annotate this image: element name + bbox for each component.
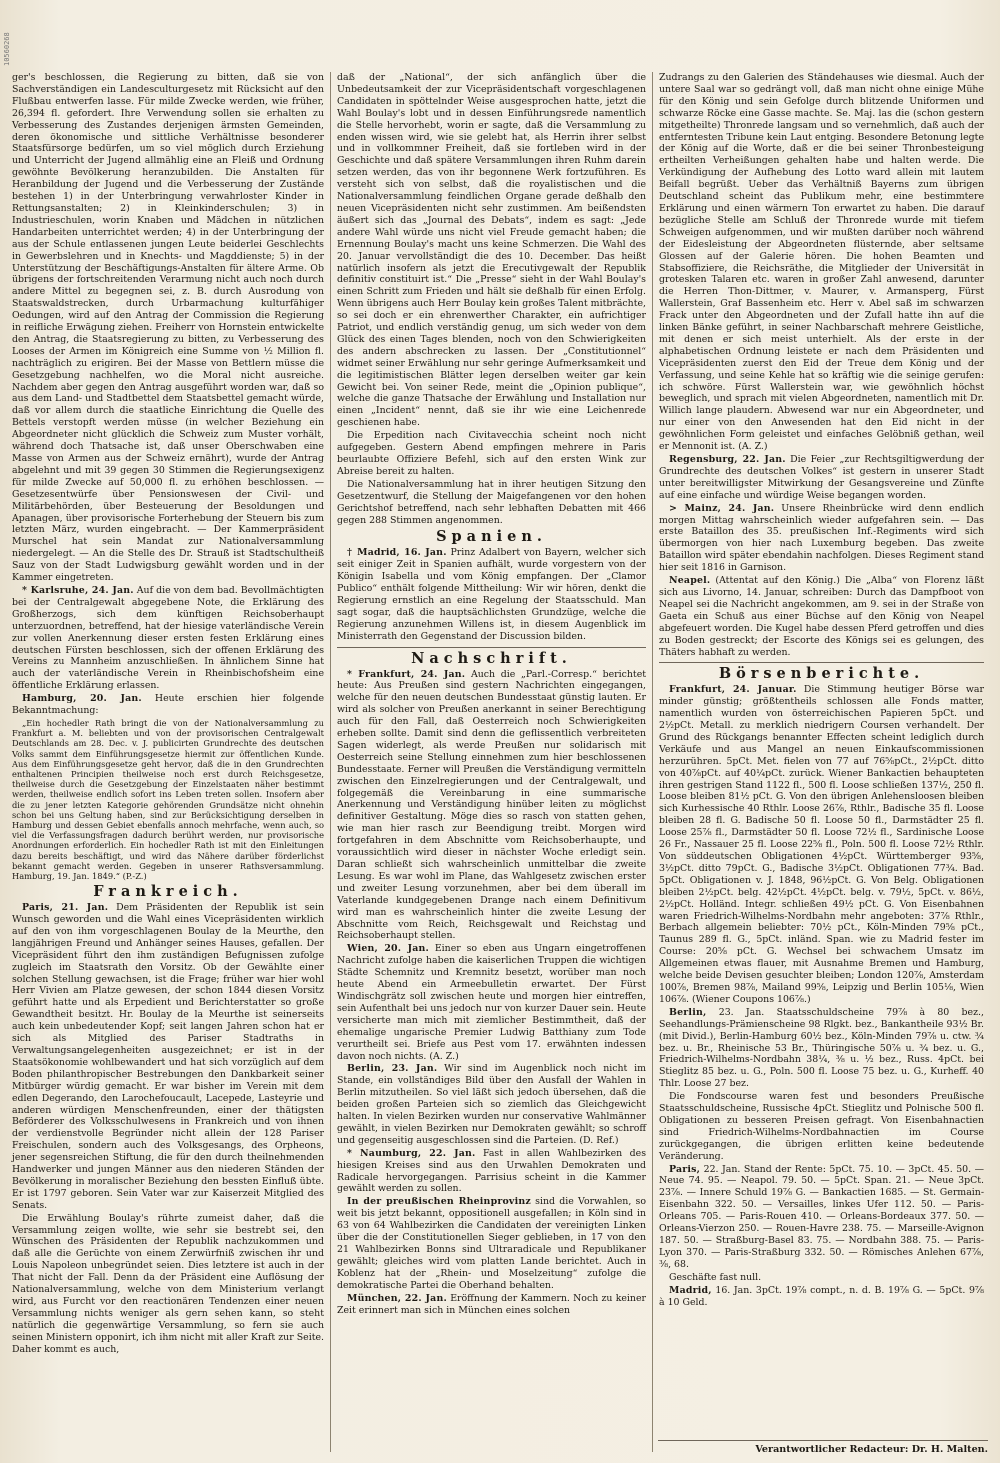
- dateline-market-berlin: Berlin,: [669, 1006, 707, 1018]
- section-heading-spanien: Spanien.: [436, 528, 547, 546]
- article-nationalversammlung: Die Nationalversammlung hat in ihrer heutigen Sitzung den Gesetzentwurf, die Stellung der Maigefangenen vor den hohen Gerichtshof betreffend, nach sehr lebhaften Debatten mit 466 gegen 288 Stimmen angenommen.: [337, 478, 646, 526]
- market-berlin: Berlin, 23. Jan. Staatsschuldscheine 79⅞ à 80 bez., Seehandlungs-Prämienscheine 98 Rlgkt. bez., Bankantheile 93½ Br. (mit Divid.), Berlin-Hamburg 60½ bez., Köln-Minden 79⅞ u. ctw. ¾ bez. u. Br., Rheinische 53 Br., Thüringische 50⅞ u. ¾ bez. u. G., Friedrich-Wilhelms-Nordbahn 38¼, ⅜ u. ½ bez., Russ. 4pCt. bei Stieglitz 85 bez. u. G., Poln. 500 fl. Loose 75 bez. u. G., Kurheff. 40 Thlr. Loose 27 bez.: [659, 1006, 984, 1090]
- editor-imprint: Verantwortlicher Redacteur: Dr. H. Malten.: [658, 1440, 988, 1455]
- dateline-market-paris: Paris,: [669, 1163, 701, 1175]
- market-frankfurt: Frankfurt, 24. Januar. Die Stimmung heutiger Börse war minder günstig; größtentheils schlossen alle Fonds matter, namentlich wurden von österreichischen Papieren 5pCt. und 2½pCt. Metall. zu merklich niedrigern Coursen verhandelt. Der Grund des Rückgangs benannter Effecten scheint lediglich durch Verkäufe und aus Mangel an neuen Einkaufscommissionen herzurühren. 5pCt. Met. fielen von 77 auf 76⅝pCt., 2½pCt. ditto von 40⅞pCt. auf 40¼pCt. zurück. Wiener Bankactien behaupteten ihren gestrigen Stand 1122 fl., 500 fl. Loose schließen 137½, 250 fl. Loose bleiben 81½ pCt. G. Von den übrigen Anlehensloosen bleiben sich Kurhessische 40 Rthlr. Loose 26⅞, Rthlr., Badische 35 fl. Loose bleiben 28 fl. G. Badische 50 fl. Loose 50 fl., Darmstädter 25 fl. Loose 25⅞ fl., Darmstädter 50 fl. Loose 72½ fl., Sardinische Loose 26 Fr., Nassauer 25 fl. Loose 22⅝ fl., Poln. 500 fl. Loose 72½ Rthlr. Von süddeutschen Obligationen 4½pCt. Württemberger 93⅝, 3½pCt. ditto 79pCt. G., Badische 3½pCt. Obligationen 77¾. Bad. 5pCt. Obligationen v. J. 1848, 96½pCt. G. Von Belg. Obligationen bleiben 2½pCt. belg. 42½pCt. 4½pCt. belg. v. 79½, 5pCt. v. 86½, 2½pCt. Holländ. Integr. schließen 49½ pCt. G. Von Eisenbahnen waren Friedrich-Wilhelms-Nordbahn mehr angeboten: 37⅞ Rthlr., Berbach allgemein beliebter: 70½ pCt., Köln-Minden 79⅝ pCt., Taunus 289 fl. G., 5pCt. inländ. Span. wie zu Madrid fester im Course: 20⅝ pCt. G. Wechsel bei schwachem Umsatz im Allgemeinen etwas flauer, mit Ausnahme Bremen und Hamburg, welche beide Devisen gesuchter bleiben; London 120⅞, Amsterdam 100⅞, Bremen 98⅞, Mailand 99⅝, Leipzig und Berlin 105⅛, Wien 106⅞. (Wiener Coupons 106⅞.): [659, 684, 984, 1005]
- dateline-berlin: Berlin, 23. Jan.: [347, 1063, 438, 1075]
- article-neapel: Neapel. (Attentat auf den König.) Die „Alba“ von Florenz läßt sich aus Livorno, 14. Januar, schreiben: Durch das Dampfboot von Neapel sei die Nachricht angekommen, am 9. sei in der Straße von Gaeta ein Schuß aus einer Büchse auf den König von Neapel abgefeuert worden. Die Kugel habe dessen Pferd getroffen und dies zu Boden gestreckt; der Escorte des Königs sei es gelungen, des Thäters habhaft zu werden.: [659, 575, 984, 658]
- article-civitavecchia: Die Erpedition nach Civitavecchia scheint noch nicht aufgegeben. Gestern Abend empfingen mehrere in Paris beurlaubte Offiziere Befehl, sich auf den ersten Wink zur Abreise bereit zu halten.: [337, 430, 646, 477]
- article-wien: Wien, 20. Jan. Einer so eben aus Ungarn eingetroffenen Nachricht zufolge haben die kaiserlichen Truppen die wichtigen Städte Schemnitz und Kremnitz besetzt, worüber man noch heute Abend ein Armeebulletin erwartet. Der Fürst Windischgrätz soll zwischen heute und morgen hier eintreffen, sein Aufenthalt bei uns jedoch nur von kurzer Dauer sein. Heute versicherte man mich mit ziemlicher Bestimmtheit, daß der ehemalige ungarische Premier Ludwig Batthiany zum Tode verurtheilt sei. Briefe aus Pest vom 17. erwähnten indessen davon noch nichts. (A. Z.): [337, 943, 647, 1062]
- dateline-karlsruhe: * Karlsruhe, 24. Jan.: [22, 584, 134, 596]
- section-heading-nachschrift: Nachschrift.: [411, 649, 572, 667]
- archive-stamp: 10560268: [3, 32, 11, 66]
- article-frankfurt: * Frankfurt, 24. Jan. Auch die „Parl.-Corresp.“ berichtet heute: Aus Preußen sind gestern Nachrichten eingegangen, welche für den neuen deutschen Bundesstaat günstig lauten. Er wird als solcher von Preußen anerkannt in seiner Berechtigung auch für den Fall, daß Oesterreich noch Schwierigkeiten erheben sollte. Damit sind denn die geflissentlich verbreiteten Sagen widerlegt, als werde Preußen nur solidarisch mit Oesterreich seine Stellung einnehmen zum hier beschlossenen Bundesstaate. Ferner will Preußen die Verständigung vermitteln zwischen den Einzelregierungen und der Centralgewalt, und folgegemäß die Vereinbarung in eine summarische Anerkennung und Verständigung hinüber leiten zu möglichst definitiver Gestaltung. Möge dies so rasch von statten gehen, wie man hier rasch zur Beendigung treibt. Morgen wird fortgefahren in dem Abschnitte vom Reichsoberhaupte, und voraussichtlich wird dieser in nächster Woche erledigt sein. Daran schließt sich wahrscheinlich unmittelbar die zweite Lesung. Es war wohl im Plane, das Wahlgesetz zwischen erster und zweiter Lesung vorzunehmen, aber bei dem überall im Vaterlande kundgegebenen Drange nach einem Definitivum wird man es wahrscheinlich hinter die zweite Lesung der Abschnitte vom Reich, Reichsgewalt und Reichstag und Reichsoberhaupt stellen.: [337, 668, 647, 942]
- article-regensburg: Regensburg, 22. Jan. Die Feier „zur Rechtsgiltigwerdung der Grundrechte des deutschen Volkes“ ist gestern in unserer Stadt unter bereitwilligster Mitwirkung der Gesangsvereine und Zünfte auf eine einfache und würdige Weise begangen worden.: [659, 454, 984, 501]
- column-3: [652, 72, 990, 1452]
- article-karlsruhe: * Karlsruhe, 24. Jan. Auf die von dem bad. Bevollmächtigten bei der Centralgewalt abgegebene Note, die Erklärung des Großherzogs, sich dem künftigen Reichsoberhaupt unterzuordnen, betreffend, hat der hiesige vaterländische Verein zur vollen Anerkennung dieser ersten festen Erklärung eines deutschen Fürsten beschlossen, sich der offenen Erklärung des Vereins zu Mannheim anzuschließen. In ähnlichem Sinne hat auch der vaterländische Verein in Rheinbischofsheim eine öffentliche Erklärung erlassen.: [12, 584, 324, 692]
- article-berlin: Berlin, 23. Jan. Wir sind im Augenblick noch nicht im Stande, ein vollständiges Bild über den Ausfall der Wahlen in Berlin mitzutheilen. So viel läßt sich jedoch übersehen, daß die beiden großen Parteien sich so ziemlich das Gleichgewicht halten. In vielen Bezirken wurden nur conservative Wahlmänner gewählt, in vielen Bezirken nur Demokraten gewählt; so schroff und gegenseitig ausgeschlossen sind die Parteien. (D. Ref.): [337, 1063, 646, 1146]
- dateline-neapel: Neapel.: [669, 575, 711, 587]
- article-rheinprovinz: In der preußischen Rheinprovinz sind die Vorwahlen, so weit bis jetzt bekannt, oppositionell ausgefallen; in Köln sind in 63 von 64 Wahlbezirken die Candidaten der vereinigten Linken über die der Constitutionellen Sieger geblieben, in 17 von den 21 Wahlbezirken Bonns sind Ultraradicale und Republikaner gewählt; gleiches wird vom platten Lande berichtet. Auch in Koblenz hat der „Rhein- und Moselzeitung“ zufolge die demokratische Partei die Oberhand behalten.: [337, 1196, 647, 1291]
- dateline-frankfurt: * Frankfurt, 24. Jan.: [347, 668, 466, 680]
- article-naumburg: * Naumburg, 22. Jan. Fast in allen Wahlbezirken des hiesigen Kreises sind aus den Urwahlen Demokraten und Radicale hervorgegangen. Parrisius scheint in die Kammer gewählt werden zu sollen.: [337, 1147, 647, 1195]
- article-boulay: Die Erwählung Boulay's rührte zumeist daher, daß die Versammlung zeigen wollte, wie sehr sie bestrebt sei, den Wünschen des Präsidenten der Republik nachzukommen und daß alle die Gerüchte von einem Zerwürfniß zwischen ihr und Louis Napoleon unbegründet seien. Dies letztere ist auch in der That nicht der Fall. Denn da der Präsident eine Auflösung der Nationalversammlung, welche von dem Ministerium verlangt wird, aus Furcht vor den reactionären Tendenzen einer neuen Versammlung nichts weniger als gern sehen kann, so steht natürlich die gegenwärtige Versammlung, so fern sie auch seinen Ministern opponirt, ich ihm nicht mit aller Kraft zur Seite. Daher kommt es auch,: [12, 1212, 324, 1355]
- dateline-naumburg: * Naumburg, 22. Jan.: [347, 1147, 476, 1159]
- dateline-hamburg: Hamburg, 20. Jan.: [22, 693, 142, 705]
- dateline-wien: Wien, 20. Jan.: [347, 943, 429, 955]
- column-1: [6, 72, 330, 1452]
- dateline-mainz: > Mainz, 24. Jan.: [669, 502, 775, 514]
- article-hamburg: Hamburg, 20. Jan. Heute erschien hier folgende Bekanntmachung:: [12, 693, 325, 717]
- section-heading-frankreich: Frankreich.: [93, 883, 243, 901]
- dateline-market-frankfurt: Frankfurt, 24. Januar.: [669, 684, 797, 696]
- dateline-paris: Paris, 21. Jan.: [22, 902, 109, 914]
- dateline-muenchen: München, 22. Jan.: [347, 1292, 447, 1304]
- article-wuerttemberg: ger's beschlossen, die Regierung zu bitten, daß sie von Sachverständigen ein Landesculturgesetz mit Rücksicht auf den Flußbau entwerfen lasse. Für milde Zwecke werden, wie früher, 26,394 fl. gefordert. Ihre Verwendung sollen sie erhalten zu Verbesserung des Zustandes derjenigen ärmsten Gemeinden, deren ökonomische und sittliche Verhältnisse besonderer Staatsfürsorge bedürfen, um so viel möglich durch Erziehung und Unterricht der Jugend allmählig eine an Fleiß und Ordnung gewöhnte Bevölkerung heranzubilden. Die Anstalten für Heranbildung der Jugend und die Verbesserung der Zustände bestehen 1) in der Unterbringung verwahrloster Kinder in Rettungsanstalten; 2) in Kleinkinderschulen; 3) in Industrieschulen, worin Knaben und Mädchen in nützlichen Handarbeiten unterrichtet werden; 4) in der Unterbringung der aus der Schule entlassenen jungen Leute beiderlei Geschlechts in Gewerbslehren und in Knechts- und Magddienste; 5) in der Unterstützung der Beschäftigungs-Anstalten für ältere Arme. Ob übrigens der fortschreitenden Verarmung nicht auch noch durch andere Mittel zu begegnen sei, z. B. durch Ausrodung von Staatswaldstrecken, durch Urbarmachung kulturfähiger Oedungen, wird auf den Antrag der Commission die Regierung in reifliche Erwägung ziehen. Freiherr von Hornstein entwickelte den Antrag, die Staatsregierung zu bitten, zu Verbesserung des Looses der Armen im Königreich eine Summe von ½ Million fl. nachträglich zu erigiren. Bei der Masse von Bettlern müsse die Gesetzgebung nachhelfen, wo die Moral nicht ausreiche. Nachdem aber gegen den Antrag ausgeführt worden war, daß so aus dem Land- und Stadtbettel dem Staatsbettel gemacht würde, daß vor allem durch die staatliche Einrichtung die Quelle des Bettels verstopft werden müsse (in welcher Beziehung ein Abgeordneter nicht glücklich die Schweiz zum Muster vorhält, während doch Thatsache ist, daß unser Oberschwaben eine Masse von Armen aus der Schweiz ernährt), wurde der Antrag abgelehnt und mit 39 gegen 30 Stimmen die Regierungsexigenz für milde Zwecke auf 50,000 fl. zu erhöhen beschlossen. — Gesetzesentwürfe über Pensionswesen der Civil- und Militärbehörden, über Besteuerung der Besoldungen und Apanagen, über provisorische Forterhebung der Steuern bis zum letzten März, wurden eingebracht. — Der Kammerpräsident Murschel hat sein Mandat zur Nationalversammlung niedergelegt. — An die Stelle des Dr. Strauß ist Stadtschultheiß Sauz von der Stadt Ludwigsburg gewählt worden und in der Kammer eingetreten.: [12, 72, 324, 584]
- dateline-madrid: † Madrid, 16. Jan.: [347, 547, 447, 559]
- article-mainz: > Mainz, 24. Jan. Unsere Rheinbrücke wird denn endlich morgen Mittag wahrscheinlich wieder aufgefahren sein. — Das erste Bataillon des 35. preußischen Inf.-Regiments wird sich übermorgen von hier nach Luxemburg begeben. Das zweite Bataillon wird später ebendahin nachfolgen. Dieses Regiment stand hier seit 1816 in Garnison.: [659, 502, 985, 574]
- divider: [337, 647, 646, 648]
- market-madrid: Madrid, 16. Jan. 3pCt. 19⅞ compt., n. d. B. 19⅞ G. — 5pCt. 9⅞ à 10 Geld.: [659, 1284, 984, 1308]
- section-heading-boersenberichte: Börsenberichte.: [718, 665, 925, 683]
- market-paris-note: Geschäfte fast null.: [669, 1271, 762, 1283]
- article-madrid: † Madrid, 16. Jan. Prinz Adalbert von Bayern, welcher sich seit einiger Zeit in Spanien aufhält, wurde vorgestern von der Königin Isabella und vom König empfangen. Der „Clamor Publico“ enthält folgende Mittheilung: Wir wir hören, denkt die Regierung ernstlich an eine Regelung der Staatsschuld. Man sagt sogar, daß die hauptsächlichsten Grundzüge, welche die Regierung anzunehmen Willens ist, in diesem Augenblick im Ministerrath den Gegenstand der Discussion bilden.: [337, 547, 646, 642]
- article-muenchen-cont: Zudrangs zu den Galerien des Ständehauses wie diesmal. Auch der untere Saal war so gedrängt voll, daß man nicht ohne einige Mühe für den König und sein Gefolge durch blitzende Uniformen und schwarze Röcke eine Gasse machte. Se. Maj. las die (schon gestern mitgetheilte) Thronrede langsam und so vernehmlich, daß auch der entferntesten Tribune kein Laut entging. Besondere Betonung legte der König auf die Worte, daß er die bei seiner Thronbesteigung ertheilten Verheißungen gehalten habe und halten werde. Die Verkündigung der Aufhebung des Lotto ward allein mit lautem Beifall begrüßt. Ueber das Verhältniß Bayerns zum übrigen Deutschland scheint das Publikum mehr, eine bestimmtere Erklärung und einen wärmern Ton erwartet zu haben. Die darauf bezügliche Stelle am Schluß der Thronrede wurde mit tiefem Schweigen aufgenommen, und wir mußten darüber noch während der Eidesleistung der Abgeordneten flüsternde, aber seltsame Glossen auf der Galerie hören. Die hohen Beamten und Stabsoffiziere, die Reichsräthe, die Mitglieder der Universität in grotesken Talaren etc. waren in großer Zahl anwesend, darunter die Herren Thon-Dittmer, v. Maurer, v. Armansperg, Fürst Wallerstein, Graf Bassenheim etc. Herr v. Abel saß im schwarzen Frack unter den Abgeordneten und der Zufall hatte ihn auf die linken Bänke geführt, in seiner Nachbarschaft mehrere Geistliche, mit denen er sich meist unterhielt. Als der erste in der alphabetischen Ordnung leistete er nach dem Präsidenten und Vicepräsidenten zuerst den Eid der Treue dem König und der Verfassung, und seine Kehle hat so kräftig wie die seinige gerufen: ich schwöre. Fürst Wallerstein war, wie gewöhnlich höchst beweglich, und sprach mit vielen Abgeordneten, namentlich mit Dr. Willich lange plaudern. Abwesend war nur ein Abgeordneter, und nur einer von den Anwesenden hat den Eid nicht in der gewöhnlichen Form geleistet und einfaches Gelöbniß gethan, weil er Mennonit ist. (A. Z.): [659, 72, 984, 453]
- article-muenchen: München, 22. Jan. Eröffnung der Kammern. Noch zu keiner Zeit erinnert man sich in München eines solchen: [337, 1292, 646, 1316]
- dateline-regensburg: Regensburg, 22. Jan.: [669, 454, 786, 465]
- hamburg-notice: „Ein hochedler Rath bringt die von der Nationalversammlung zu Frankfurt a. M. beliebten und von der provisorischen Centralgewalt Deutschlands am 28. Dec. v. J. publicirten Grundrechte des deutschen Volks sammt dem Einführungsgesetze hiermit zur öffentlichen Kunde. Aus dem Einführungsgesetze geht hervor, daß die in den Grundrechten enthaltenen Principien theilweise noch erst durch Reichsgesetze, theilweise durch die Gesetzgebung der Einzelstaaten näher bestimmt werden, theilweise endlich sofort ins Leben treten sollen. Insofern aber die zu jener letzten Kategorie gehörenden Grundsätze nicht ohnehin schon bei uns Geltung haben, sind zur Berücksichtigung derselben in Hamburg und dessen Gebiet ebenfalls annoch mehrfache, wenn auch, so viel die Verfassungsfragen dadurch berührt werden, nur provisorische Anordnungen erforderlich. Ein hochedler Rath ist mit den Einleitungen dazu bereits beschäftigt, und wird das Nähere darüber förderlichst bekannt gemacht werden. Gegeben in unserer Rathsversammlung. Hamburg, 19. Jan. 1849.“ (P.-Z.): [12, 717, 324, 881]
- market-berlin-note: Die Fondscourse waren fest und besonders Preußische Staatsschuldscheine, Russische 4pCt. Stieglitz und Polnische 500 fl. Obligationen zu besseren Preisen gefragt. Von Eisenbahnactien sind Friedrich-Wilhelms-Nordbahnactien im Course zurückgegangen, die übrigen erlitten keine bedeutende Veränderung.: [659, 1091, 984, 1162]
- market-paris: Paris, 22. Jan. Stand der Rente: 5pCt. 75. 10. — 3pCt. 45. 50. — Neue 74. 95. — Neapol. 79. 50. — 5pCt. Span. 21. — Neue 3pCt. 23⅞. — Innere Schuld 19⅞ G. — Bankactien 1685. — St. Germain-Eisenbahn 322. 50. — Versailles, linkes Ufer 112. 50. — Paris-Orleans 705. — Paris-Rouen 410. — Orleans-Bordeaux 377. 50. — Orleans-Vierzon 250. — Rouen-Havre 238. 75. — Marseille-Avignon 187. 50. — Straßburg-Basel 83. 75. — Nordbahn 388. 75. — Paris-Lyon 370. — Paris-Straßburg 332. 50. — Römisches Anlehen 67⅞, ⅜, 68.: [659, 1163, 984, 1270]
- columns: [6, 72, 990, 1452]
- divider: [659, 662, 984, 663]
- article-paris-cont: daß der „National“, der sich anfänglich über die Unbedeutsamkeit der zur Vicepräsidentschaft vorgeschlagenen Candidaten in spöttelnder Weise ausgesprochen hatte, jetzt die Wahl Boulay's lobt und in dessen Einführungsrede namentlich die Stelle hervorhebt, worin er sagte, daß die Versammlung zu enden wissen wird, wie sie gelebt hat, als Herrin ihrer selbst und in vollkommner Freiheit, daß sie fortleben wird in der Geschichte und daß spätere Versammlungen ihren Ruhm darein setzen werden, das von ihr begonnene Werk fortzuführen. Es versteht sich von selbst, daß die royalistischen und die Nationalversammlung feindlichen Organe gerade deßhalb den neuen Vicepräsidenten nicht sehr zustimmen. Am beißendsten äußert sich das „Journal des Debats“, indem es sagt: „Jede andere Wahl würde uns nicht viel Freude gemacht haben; die Ernennung Boulay's macht uns keine Schmerzen. Die Wahl des 20. Januar vervollständigt die des 10. December. Das heißt natürlich insofern als jetzt die Erecutivgewalt der Republik definitiv constituirt ist.“ Die „Presse“ sieht in der Wahl Boulay's einen Schritt zum Frieden und hält sie deßhalb für einen Erfolg. Wenn übrigens auch Herr Boulay kein großes Talent mitbrächte, so sei doch er ein ehrenwerther Charakter, ein aufrichtiger Patriot, und endlich verständig genug, um sich weder von dem Glück des einen Tages blenden, noch von den Schwierigkeiten des andern abschrecken zu lassen. Der „Constitutionnel“ widmet seiner Erwählung nur sehr geringe Aufmerksamkeit und die legitimistischen Blätter legen derselben weiter gar kein Gewicht bei. Von seiner Rede, meint die „Opinion publique“, welche die ganze Thatsache der Erwählung und Installation nur einen „Incident“ nennt, daß sie ihr wie eine Leichenrede geschienen habe.: [337, 72, 646, 429]
- dateline-market-madrid: Madrid,: [669, 1284, 712, 1296]
- dateline-rheinprovinz: In der preußischen Rheinprovinz: [347, 1196, 531, 1208]
- column-2: [330, 72, 652, 1452]
- article-paris: Paris, 21. Jan. Dem Präsidenten der Republik ist sein Wunsch geworden und die Wahl eines Vicepräsidenten wirklich auf den von ihm vorgeschlagenen Boulay de la Meurthe, den langjährigen Freund und Anhänger seines Hauses, gefallen. Der Vicepräsident führt den ihm zuständigen Befugnissen zufolge zugleich im Staatsrath den Vorsitz. Ob der Gewählte einer solchen Stellung gewachsen, ist die Frage; früher war hier wohl Herr Vivien am Platze gewesen, der schon 1844 diesen Vorsitz geführt hatte und als Erpedient und Berichterstatter so große Gewandtheit besitzt. Hr. Boulay de la Meurthe ist seinerseits auch kein unbedeutender Kopf; seit langen Jahren schon hat er sich als Mitglied des Pariser Stadtraths in Verwaltungsangelegenheiten ausgezeichnet; er ist in der Staatsökonomie wohlbewandert und hat sich vorzüglich auf dem Boden philanthropischer Bestrebungen den Dankbarkeit seiner Mitbürger würdig gemacht. Er war bisher im Verein mit dem edlen Degerando, den Larochefoucault, Lacepede, Lasteyrie und anderen würdigen Menschenfreunden, einer der thätigsten Beförderer des Volksschulwesens in Frankreich und von ihnen der verdienstvolle Begründer nicht allein der 128 Pariser Freischulen, sondern auch des Volksgesangs, des Orpheons, jener segensreichen Stiftung, die für den durch theilnehmenden Handwerker und jungen Männer aus den niederen Ständen der Bevölkerung in moralischer Beziehung den bessten Einfluß übte. Er ist 1797 geboren. Sein Vater war zur Kaiserzeit Mitglied des Senats.: [12, 902, 325, 1211]
